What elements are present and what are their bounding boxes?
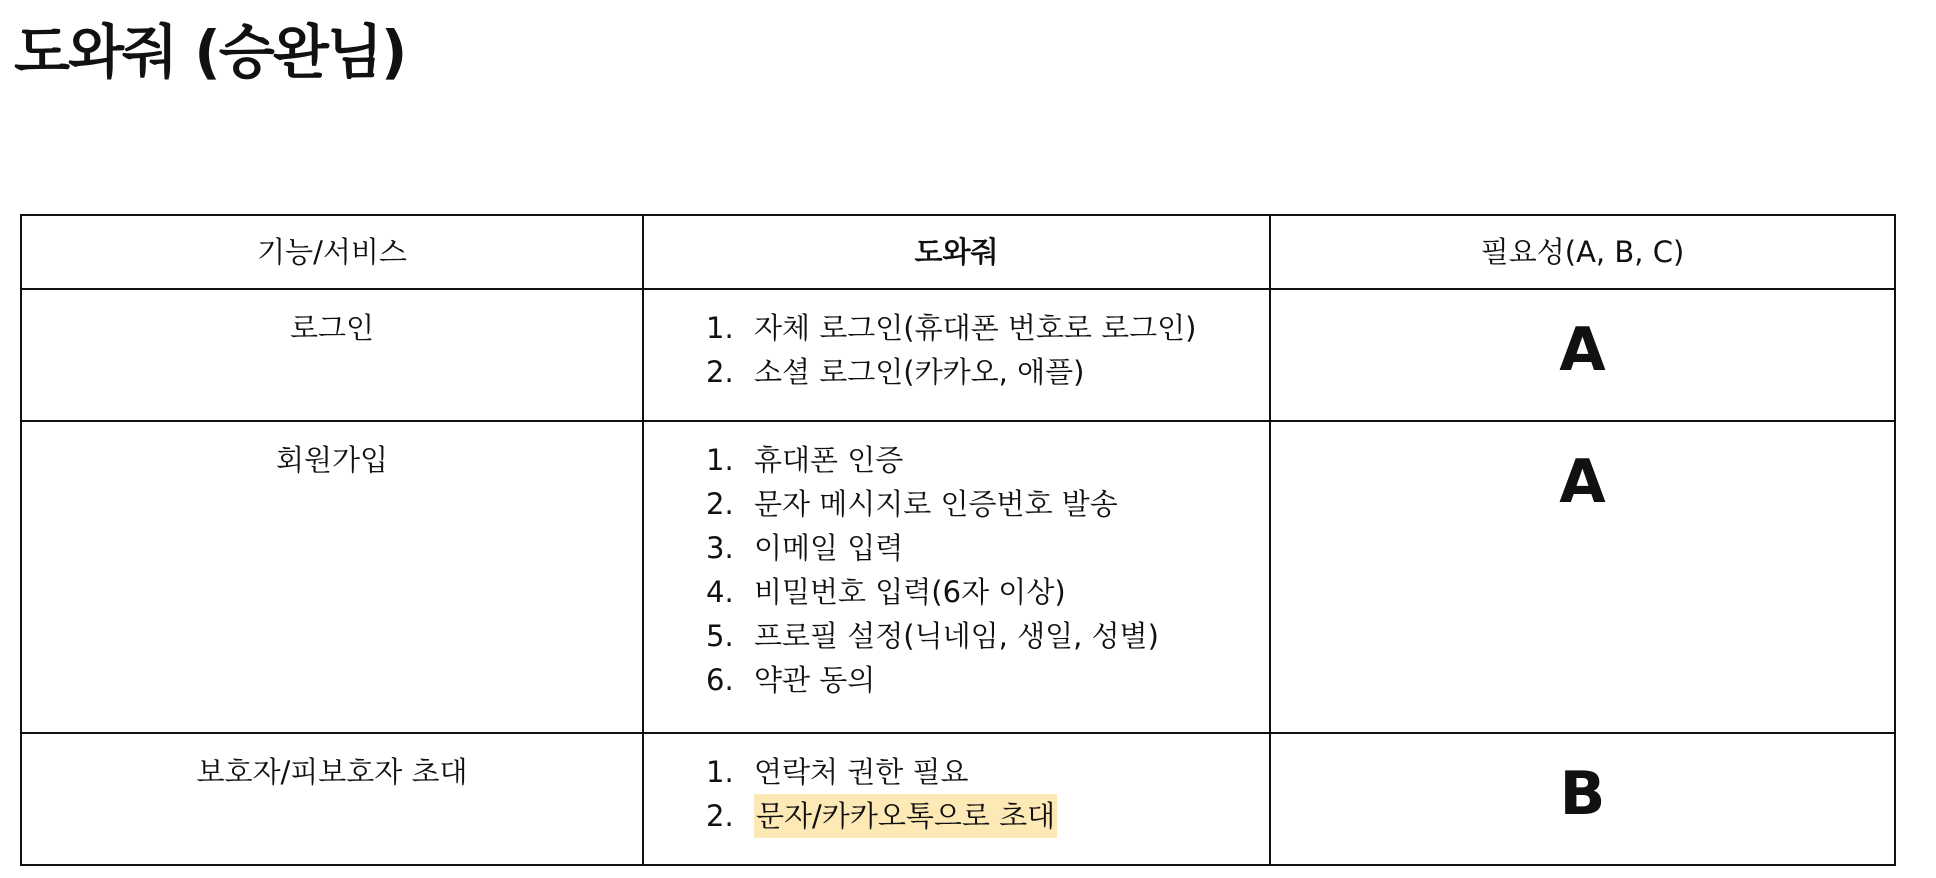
necessity-cell — [1270, 421, 1895, 733]
item-number: 4. — [706, 575, 734, 609]
item-number: 5. — [706, 619, 734, 653]
item-number: 2. — [706, 799, 734, 833]
item-number: 1. — [706, 443, 734, 477]
necessity-cell — [1270, 289, 1895, 421]
item-text: 휴대폰 인증 — [754, 443, 904, 477]
item-number: 2. — [706, 355, 734, 389]
page-title: 도와줘 (승완님) — [14, 18, 406, 86]
item-number: 1. — [706, 755, 734, 789]
table-row — [21, 421, 1895, 733]
item-text: 소셜 로그인(카카오, 애플) — [754, 355, 1085, 389]
list-item — [706, 306, 1269, 350]
item-number: 1. — [706, 311, 734, 345]
item-text: 연락처 권한 필요 — [754, 755, 969, 789]
item-text: 문자 메시지로 인증번호 발송 — [754, 487, 1118, 521]
feature-cell: 회원가입 — [21, 421, 643, 733]
list-item — [706, 750, 1269, 794]
item-number: 3. — [706, 531, 734, 565]
item-text: 자체 로그인(휴대폰 번호로 로그인) — [754, 311, 1197, 345]
item-text: 이메일 입력 — [754, 531, 904, 565]
item-number: 6. — [706, 663, 734, 697]
item-text: 약관 동의 — [754, 663, 876, 697]
list-item — [706, 350, 1269, 394]
item-number: 2. — [706, 487, 734, 521]
list-item — [706, 794, 1269, 838]
list-item — [706, 438, 1269, 482]
table-row — [21, 289, 1895, 421]
description-list — [644, 750, 1269, 838]
highlighted-item-text: 문자/카카오톡으로 초대 — [754, 794, 1057, 838]
table-header-row — [21, 215, 1895, 289]
feature-cell: 로그인 — [21, 289, 643, 421]
list-item — [706, 482, 1269, 526]
list-item — [706, 570, 1269, 614]
necessity-grade: A — [1559, 447, 1606, 517]
necessity-grade: B — [1559, 759, 1606, 829]
header-necessity: 필요성(A, B, C) — [1270, 215, 1895, 289]
header-feature: 기능/서비스 — [21, 215, 643, 289]
description-cell — [643, 421, 1270, 733]
list-item — [706, 526, 1269, 570]
necessity-grade: A — [1559, 315, 1606, 385]
description-cell — [643, 289, 1270, 421]
item-text: 프로필 설정(닉네임, 생일, 성별) — [754, 619, 1159, 653]
description-list — [644, 306, 1269, 394]
description-list — [644, 438, 1269, 702]
item-text: 비밀번호 입력(6자 이상) — [754, 575, 1066, 609]
table-row — [21, 733, 1895, 865]
necessity-cell — [1270, 733, 1895, 865]
header-service: 도와줘 — [643, 215, 1270, 289]
feature-cell: 보호자/피보호자 초대 — [21, 733, 643, 865]
list-item — [706, 614, 1269, 658]
list-item — [706, 658, 1269, 702]
feature-table — [20, 214, 1896, 866]
description-cell — [643, 733, 1270, 865]
